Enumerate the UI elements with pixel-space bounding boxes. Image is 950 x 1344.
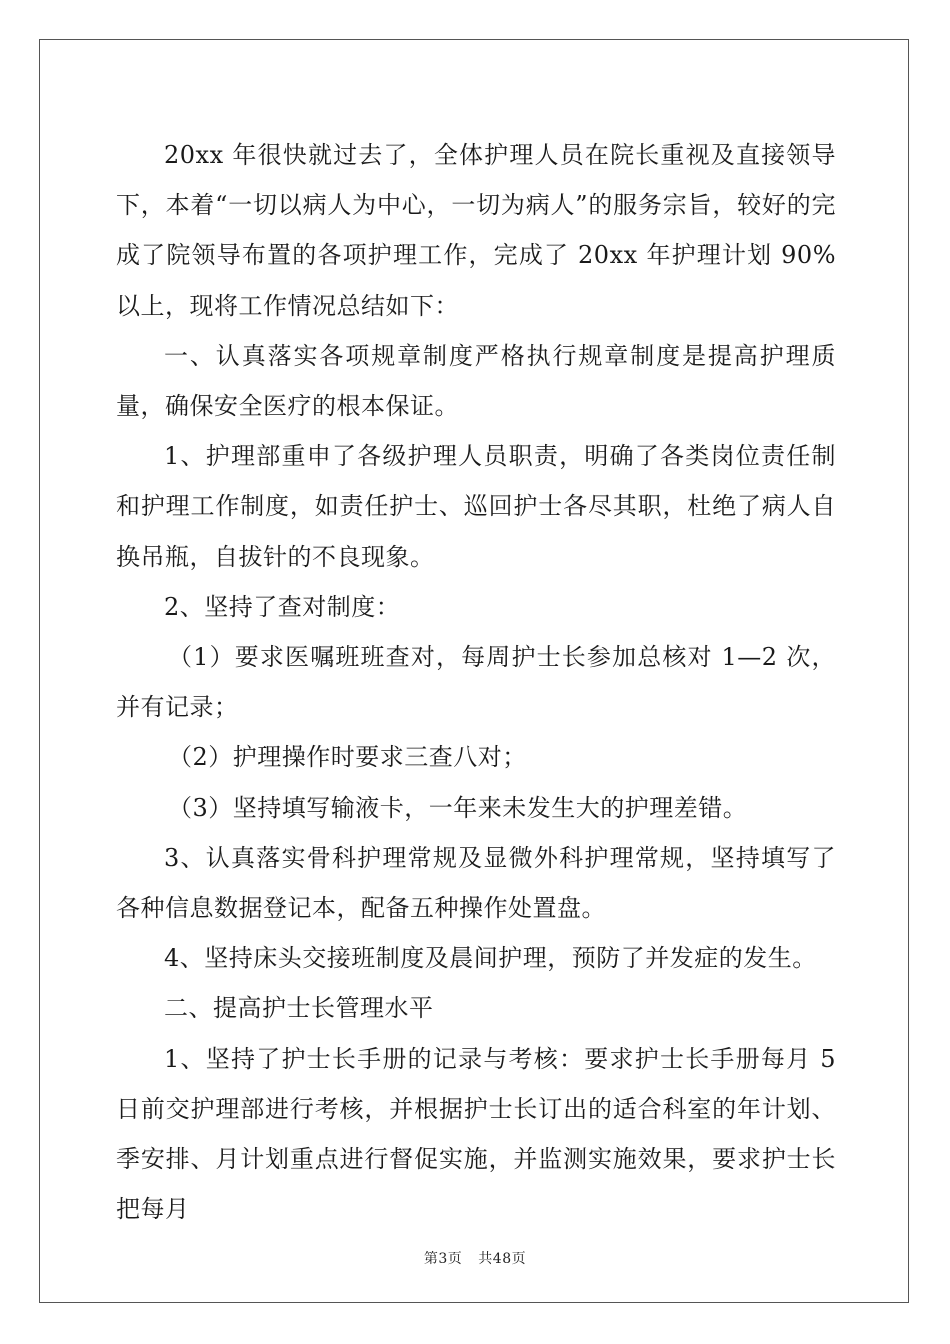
paragraph-item-1: 1、护理部重申了各级护理人员职责，明确了各类岗位责任制和护理工作制度，如责任护士、巡回护士各尽其职，杜绝了病人自换吊瓶，自拔针的不良现象。 [116, 442, 836, 571]
page-footer [0, 1248, 950, 1268]
paragraph-subitem-3: （3）坚持填写输液卡，一年来未发生大的护理差错。 [168, 793, 748, 822]
paragraph-item-2: 2、坚持了查对制度： [164, 592, 401, 621]
paragraph-item-4: 4、坚持床头交接班制度及晨间护理，预防了并发症的发生。 [164, 944, 817, 973]
current-page-label: 第3页 [423, 1251, 463, 1267]
paragraph-subitem-2: （2）护理操作时要求三查八对； [168, 743, 527, 772]
paragraph-section-2-item-1: 1、坚持了护士长手册的记录与考核：要求护士长手册每月 5 日前交护理部进行考核，并根据护士长订出的适合科室的年计划、季安排、月计划重点进行督促实施，并监测实施效果，要求护士长把每月 [116, 1044, 836, 1224]
paragraph-intro: 20xx 年很快就过去了，全体护理人员在院长重视及直接领导下，本着“一切以病人为中心，一切为病人”的服务宗旨，较好的完成了院领导布置的各项护理工作，完成了 20xx 年护理计划 90%以上，现将工作情况总结如下： [116, 141, 836, 320]
paragraph-subitem-1: （1）要求医嘱班班查对，每周护士长参加总核对 1—2 次，并有记录； [116, 643, 836, 722]
paragraph-section-2-heading: 二、提高护士长管理水平 [164, 994, 434, 1023]
paragraph-section-1-heading: 一、认真落实各项规章制度严格执行规章制度是提高护理质量，确保安全医疗的根本保证。 [116, 341, 836, 421]
document-body [116, 130, 836, 1234]
total-pages-label: 共48页 [478, 1251, 527, 1267]
paragraph-item-3: 3、认真落实骨科护理常规及显微外科护理常规，坚持填写了各种信息数据登记本，配备五种操作处置盘。 [116, 843, 836, 923]
